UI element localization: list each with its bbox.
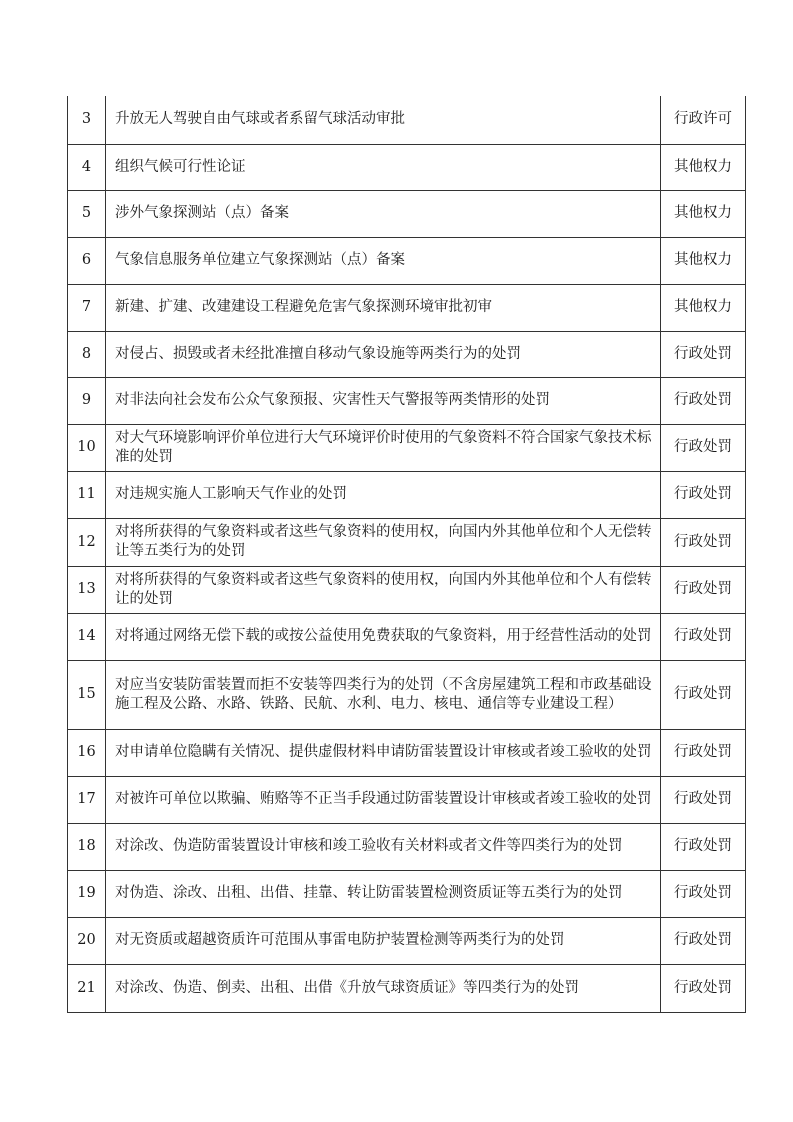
row-number: 13 (68, 566, 106, 613)
row-item-name: 升放无人驾驶自由气球或者系留气球活动审批 (106, 96, 661, 144)
row-item-name: 对侵占、损毁或者未经批准擅自移动气象设施等两类行为的处罚 (106, 331, 661, 377)
row-number: 3 (68, 96, 106, 144)
row-number: 11 (68, 471, 106, 518)
row-power-type: 行政处罚 (661, 331, 746, 377)
table-row (68, 518, 746, 566)
power-list-table (67, 96, 746, 1013)
table-row (68, 471, 746, 518)
row-power-type: 其他权力 (661, 284, 746, 331)
row-number: 21 (68, 964, 106, 1012)
row-item-name: 对应当安装防雷装置而拒不安装等四类行为的处罚（不含房屋建筑工程和市政基础设施工程及公路、水路、铁路、民航、水利、电力、核电、通信等专业建设工程） (106, 660, 661, 729)
row-power-type: 行政许可 (661, 96, 746, 144)
row-number: 4 (68, 144, 106, 190)
table-row (68, 237, 746, 284)
table-row (68, 284, 746, 331)
row-item-name: 气象信息服务单位建立气象探测站（点）备案 (106, 237, 661, 284)
table-row (68, 377, 746, 424)
row-item-name: 涉外气象探测站（点）备案 (106, 190, 661, 237)
table-row (68, 776, 746, 823)
row-item-name: 对违规实施人工影响天气作业的处罚 (106, 471, 661, 518)
row-item-name: 组织气候可行性论证 (106, 144, 661, 190)
row-item-name: 对大气环境影响评价单位进行大气环境评价时使用的气象资料不符合国家气象技术标准的处罚 (106, 424, 661, 471)
row-number: 12 (68, 518, 106, 566)
row-item-name: 对被许可单位以欺骗、贿赂等不正当手段通过防雷装置设计审核或者竣工验收的处罚 (106, 776, 661, 823)
row-item-name: 对涂改、伪造防雷装置设计审核和竣工验收有关材料或者文件等四类行为的处罚 (106, 823, 661, 870)
table-row (68, 660, 746, 729)
row-number: 17 (68, 776, 106, 823)
table-body (68, 96, 746, 1012)
row-item-name: 对伪造、涂改、出租、出借、挂靠、转让防雷装置检测资质证等五类行为的处罚 (106, 870, 661, 917)
row-number: 9 (68, 377, 106, 424)
row-item-name: 对无资质或超越资质许可范围从事雷电防护装置检测等两类行为的处罚 (106, 917, 661, 964)
row-item-name: 对将通过网络无偿下载的或按公益使用免费获取的气象资料，用于经营性活动的处罚 (106, 613, 661, 660)
row-number: 10 (68, 424, 106, 471)
row-number: 15 (68, 660, 106, 729)
table-row (68, 190, 746, 237)
table-row (68, 331, 746, 377)
row-number: 16 (68, 729, 106, 776)
row-power-type: 行政处罚 (661, 729, 746, 776)
row-number: 18 (68, 823, 106, 870)
row-power-type: 行政处罚 (661, 870, 746, 917)
row-power-type: 行政处罚 (661, 964, 746, 1012)
table-row (68, 566, 746, 613)
row-number: 19 (68, 870, 106, 917)
row-power-type: 其他权力 (661, 237, 746, 284)
row-power-type: 行政处罚 (661, 823, 746, 870)
row-number: 14 (68, 613, 106, 660)
row-power-type: 行政处罚 (661, 471, 746, 518)
row-item-name: 对涂改、伪造、倒卖、出租、出借《升放气球资质证》等四类行为的处罚 (106, 964, 661, 1012)
row-item-name: 对将所获得的气象资料或者这些气象资料的使用权，向国内外其他单位和个人无偿转让等五类行为的处罚 (106, 518, 661, 566)
row-power-type: 行政处罚 (661, 377, 746, 424)
row-power-type: 行政处罚 (661, 518, 746, 566)
row-power-type: 行政处罚 (661, 660, 746, 729)
row-power-type: 行政处罚 (661, 424, 746, 471)
row-number: 5 (68, 190, 106, 237)
table-row (68, 613, 746, 660)
table-row (68, 964, 746, 1012)
row-power-type: 其他权力 (661, 190, 746, 237)
row-power-type: 行政处罚 (661, 776, 746, 823)
row-item-name: 对非法向社会发布公众气象预报、灾害性天气警报等两类情形的处罚 (106, 377, 661, 424)
table-row (68, 917, 746, 964)
row-item-name: 新建、扩建、改建建设工程避免危害气象探测环境审批初审 (106, 284, 661, 331)
table-row (68, 870, 746, 917)
table-row (68, 424, 746, 471)
row-power-type: 行政处罚 (661, 917, 746, 964)
row-number: 20 (68, 917, 106, 964)
row-power-type: 行政处罚 (661, 566, 746, 613)
row-item-name: 对申请单位隐瞒有关情况、提供虚假材料申请防雷装置设计审核或者竣工验收的处罚 (106, 729, 661, 776)
table-row (68, 144, 746, 190)
row-number: 8 (68, 331, 106, 377)
row-number: 6 (68, 237, 106, 284)
table-row (68, 729, 746, 776)
row-power-type: 其他权力 (661, 144, 746, 190)
table-row (68, 96, 746, 144)
row-item-name: 对将所获得的气象资料或者这些气象资料的使用权，向国内外其他单位和个人有偿转让的处罚 (106, 566, 661, 613)
row-number: 7 (68, 284, 106, 331)
table-row (68, 823, 746, 870)
row-power-type: 行政处罚 (661, 613, 746, 660)
